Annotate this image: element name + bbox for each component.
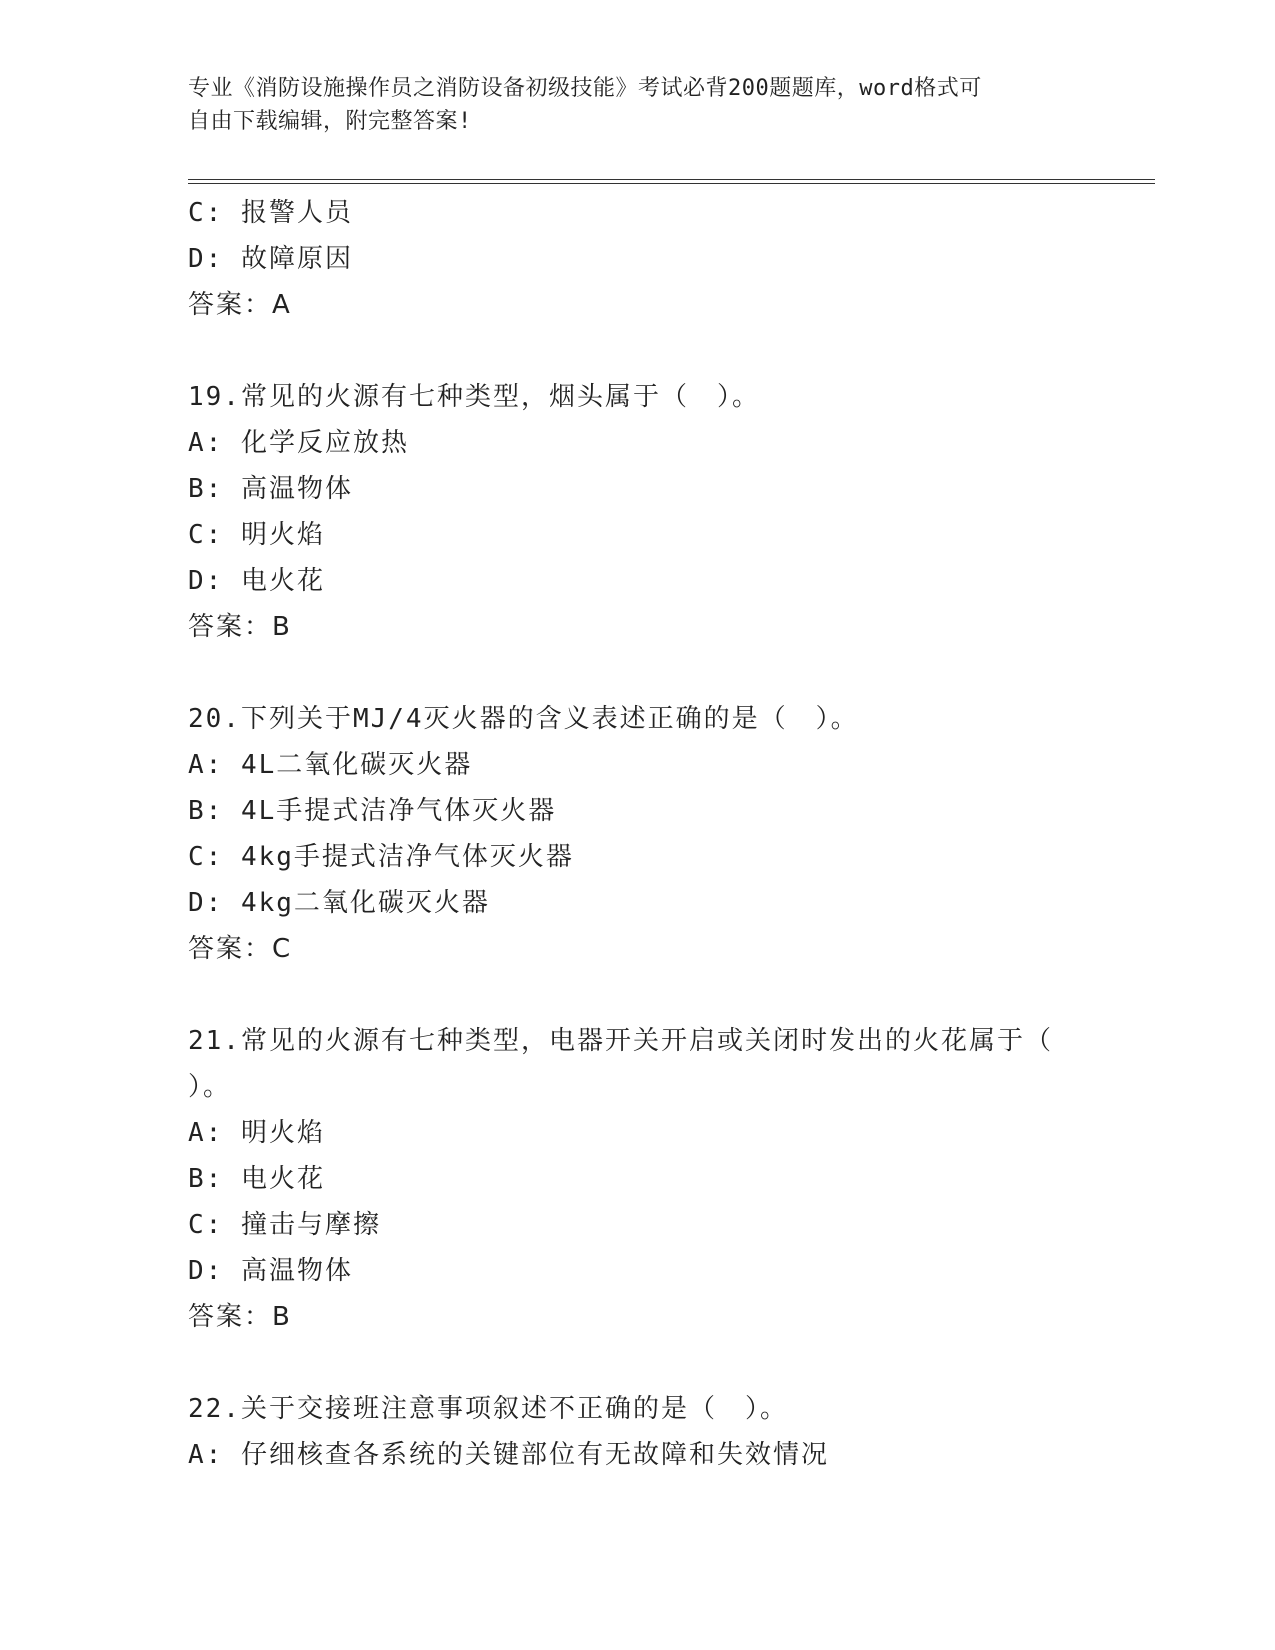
spacer <box>188 328 1088 374</box>
spacer <box>188 1340 1088 1386</box>
spacer <box>188 972 1088 1018</box>
option-c: C: 明火焰 <box>188 520 325 550</box>
option-d: D: 4kg二氧化碳灭火器 <box>188 888 490 918</box>
header-divider-top <box>188 179 1155 180</box>
option-d: D: 故障原因 <box>188 244 353 274</box>
answer-line: 答案：B <box>188 612 292 642</box>
header-line-1: 专业《消防设施操作员之消防设备初级技能》考试必背200题题库，word格式可 <box>188 76 982 101</box>
option-d: D: 电火花 <box>188 566 325 596</box>
option-a: A: 4L二氧化碳灭火器 <box>188 750 473 780</box>
question-stem-continued: ）。 <box>188 1072 232 1102</box>
question-19 <box>188 374 1088 650</box>
option-a: A: 仔细核查各系统的关键部位有无故障和失效情况 <box>188 1440 829 1470</box>
question-stem: 22.关于交接班注意事项叙述不正确的是（ ）。 <box>188 1394 788 1424</box>
question-stem: 19.常见的火源有七种类型，烟头属于（ ）。 <box>188 382 760 412</box>
question-stem: 21.常见的火源有七种类型，电器开关开启或关闭时发出的火花属于（ <box>188 1026 1053 1056</box>
carryover-question <box>188 190 1088 328</box>
header-divider-bottom <box>188 183 1155 184</box>
spacer <box>188 650 1088 696</box>
option-c: C: 报警人员 <box>188 198 353 228</box>
option-b: B: 电火花 <box>188 1164 325 1194</box>
answer-line: 答案：C <box>188 934 293 964</box>
header-line-2: 自由下载编辑，附完整答案! <box>188 109 472 134</box>
question-21 <box>188 1018 1088 1340</box>
question-20 <box>188 696 1088 972</box>
option-a: A: 化学反应放热 <box>188 428 409 458</box>
option-a: A: 明火焰 <box>188 1118 325 1148</box>
answer-line: 答案：B <box>188 1302 292 1332</box>
document-header <box>188 72 1068 138</box>
option-b: B: 4L手提式洁净气体灭火器 <box>188 796 557 826</box>
option-b: B: 高温物体 <box>188 474 353 504</box>
option-d: D: 高温物体 <box>188 1256 353 1286</box>
answer-line: 答案：A <box>188 290 292 320</box>
question-22 <box>188 1386 1088 1478</box>
question-stem: 20.下列关于MJ/4灭火器的含义表述正确的是（ ）。 <box>188 704 859 734</box>
option-c: C: 撞击与摩擦 <box>188 1210 381 1240</box>
option-c: C: 4kg手提式洁净气体灭火器 <box>188 842 574 872</box>
question-list <box>188 190 1088 1478</box>
